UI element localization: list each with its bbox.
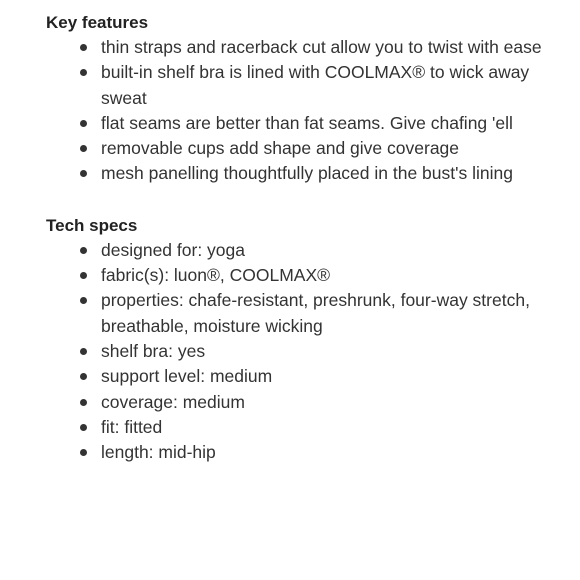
bullet-icon [80, 449, 87, 456]
bullet-icon [80, 373, 87, 380]
list-item-text: coverage: medium [101, 391, 245, 412]
list-item-text: mesh panelling thoughtfully placed in the bust's lining [101, 163, 513, 184]
bullet-icon [80, 399, 87, 406]
list-item-text: flat seams are better than fat seams. Give chafing 'ell [101, 112, 513, 133]
list-item-text: properties: chafe-resistant, preshrunk, four-way stretch, breathable, moisture wicking [101, 290, 530, 336]
bullet-icon [80, 120, 87, 127]
list-item-text: fit: fitted [101, 416, 163, 437]
list-item [101, 339, 546, 364]
bullet-icon [80, 424, 87, 431]
list-item [101, 136, 546, 161]
list-item-text: thin straps and racerback cut allow you to twist with ease [101, 37, 542, 57]
bullet-icon [80, 170, 87, 177]
bullet-icon [80, 272, 87, 279]
tech-specs-list [46, 238, 546, 466]
list-item-text: length: mid-hip [101, 442, 216, 463]
bullet-icon [80, 44, 87, 51]
bullet-icon [80, 348, 87, 355]
list-item [101, 440, 546, 465]
key-features-heading: Key features [46, 13, 149, 32]
list-item [101, 390, 546, 415]
product-details [46, 10, 546, 465]
bullet-icon [80, 69, 87, 76]
tech-specs-heading: Tech specs [46, 215, 138, 235]
list-item [101, 161, 546, 186]
list-item [101, 364, 546, 389]
list-item [101, 263, 546, 288]
list-item-text: fabric(s): luon®, COOLMAX® [101, 265, 331, 286]
list-item [101, 35, 546, 60]
list-item-text: support level: medium [101, 366, 273, 387]
list-item-text: built-in shelf bra is lined with COOLMAX® to wick away sweat [101, 62, 530, 108]
list-item-text: removable cups add shape and give coverage [101, 138, 460, 159]
list-item [101, 288, 546, 339]
list-item [101, 238, 546, 263]
bullet-icon [80, 145, 87, 152]
section-spacer [46, 187, 546, 213]
key-features-list [46, 35, 546, 187]
bullet-icon [80, 247, 87, 254]
list-item [101, 111, 546, 136]
list-item [101, 60, 546, 111]
list-item-text: shelf bra: yes [101, 340, 206, 361]
list-item [101, 415, 546, 440]
list-item-text: designed for: yoga [101, 239, 245, 260]
bullet-icon [80, 297, 87, 304]
